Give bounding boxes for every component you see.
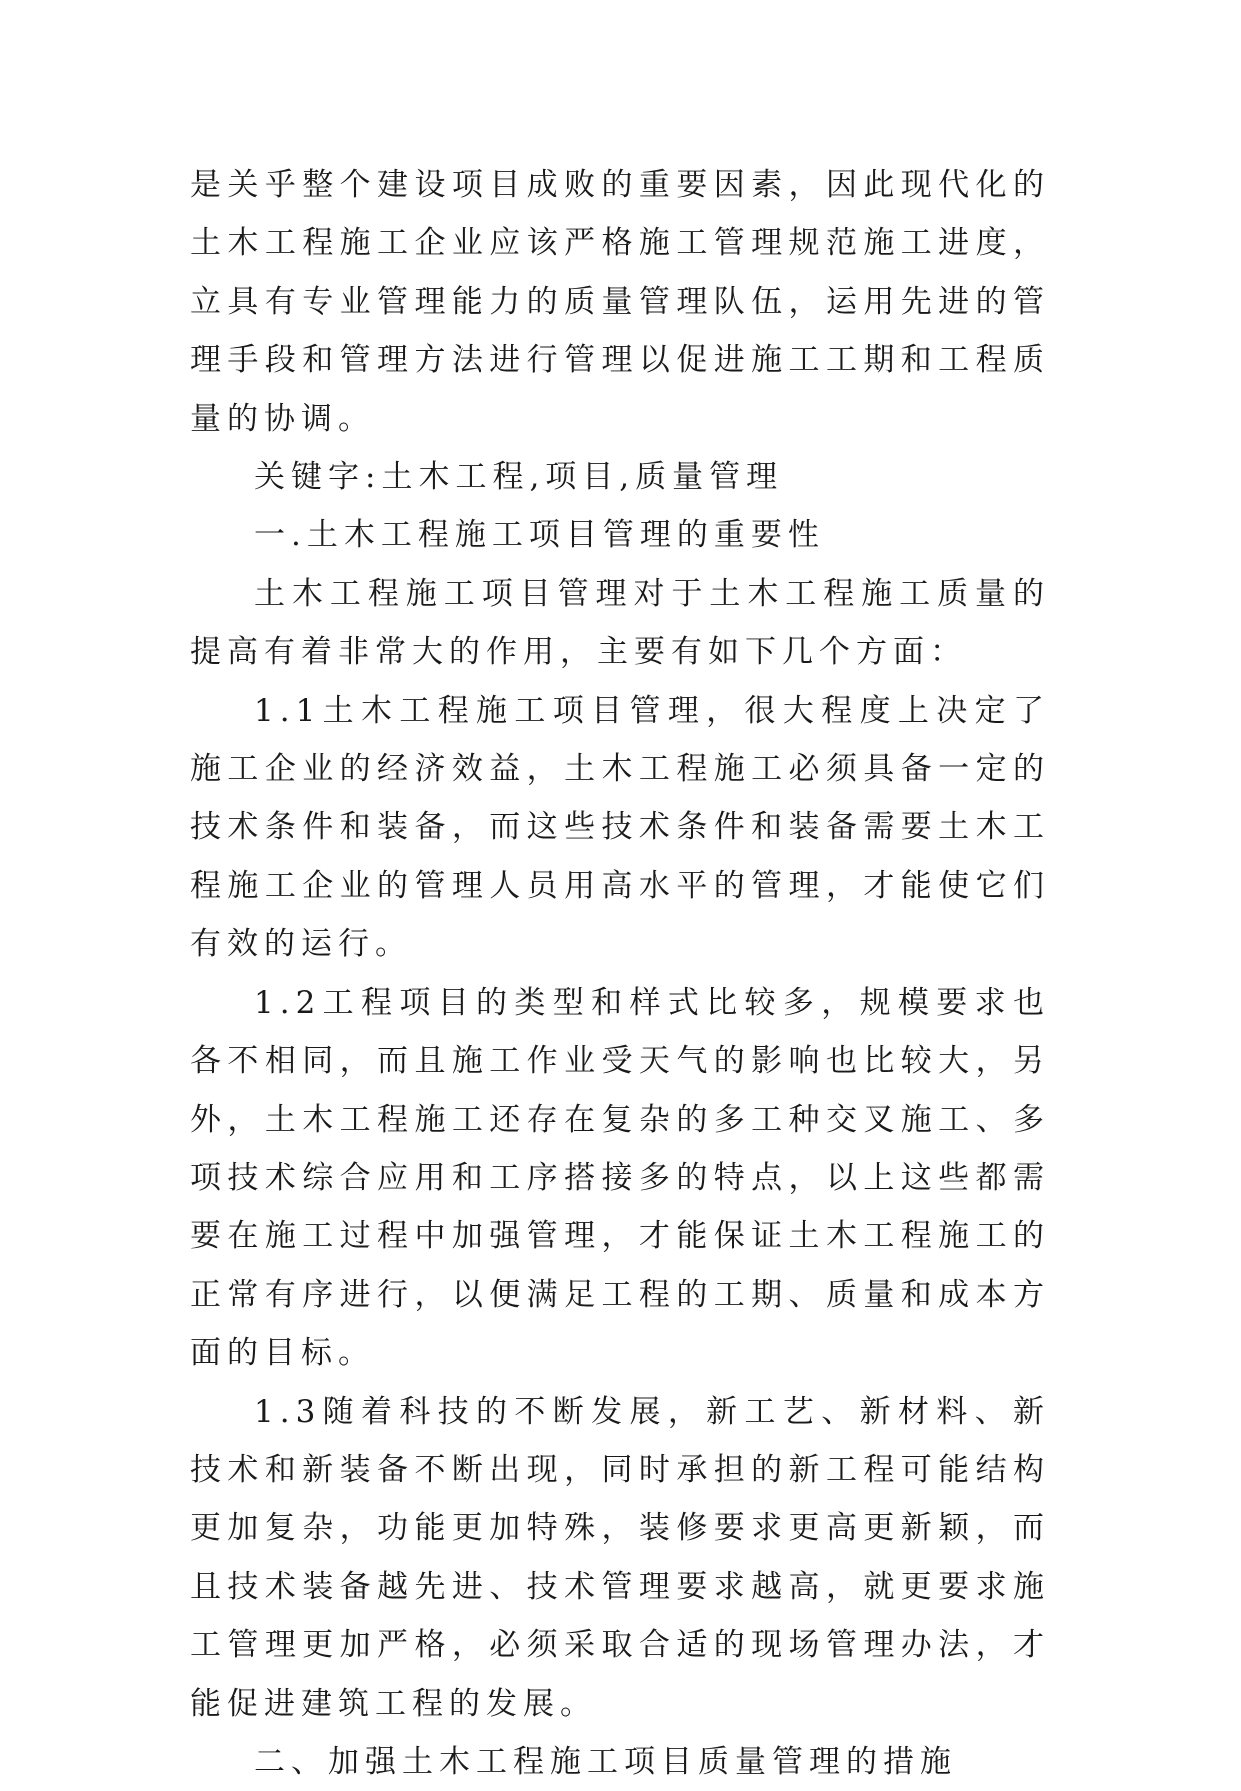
paragraph-intro: 土木工程施工项目管理对于土木工程施工质量的提高有着非常大的作用，主要有如下几个方面： (190, 575, 1050, 671)
paragraph-continuation: 是关乎整个建设项目成败的重要因素，因此现代化的土木工程施工企业应该严格施工管理规范施工进度，立具有专业管理能力的质量管理队伍，运用先进的管理手段和管理方法进行管理以促进施工工期和工程质量的协调。 (190, 167, 1050, 437)
paragraph-1-1: 1.1土木工程施工项目管理，很大程度上决定了施工企业的经济效益，土木工程施工必须具备一定的技术条件和装备，而这些技术条件和装备需要土木工程施工企业的管理人员用高水平的管理，才能使它们有效的运行。 (190, 692, 1050, 963)
section-heading-2: 二、加强土木工程施工项目质量管理的措施 (254, 1743, 957, 1780)
document-body (190, 156, 1050, 1791)
paragraph-1-3: 1.3随着科技的不断发展，新工艺、新材料、新技术和新装备不断出现，同时承担的新工程可能结构更加复杂，功能更加特殊，装修要求更高更新颖，而且技术装备越先进、技术管理要求越高，就更要求施工管理更加严格，必须采取合适的现场管理办法，才能促进建筑工程的发展。 (190, 1393, 1050, 1722)
keywords-line: 关键字:土木工程,项目,质量管理 (254, 459, 784, 496)
section-heading-1: 一.土木工程施工项目管理的重要性 (254, 517, 825, 554)
paragraph-1-2: 1.2工程项目的类型和样式比较多，规模要求也各不相同，而且施工作业受天气的影响也比较大，另外，土木工程施工还存在复杂的多工种交叉施工、多项技术综合应用和工序搭接多的特点，以上这些都需要在施工过程中加强管理，才能保证土木工程施工的正常有序进行，以便满足工程的工期、质量和成本方面的目标。 (190, 984, 1050, 1372)
